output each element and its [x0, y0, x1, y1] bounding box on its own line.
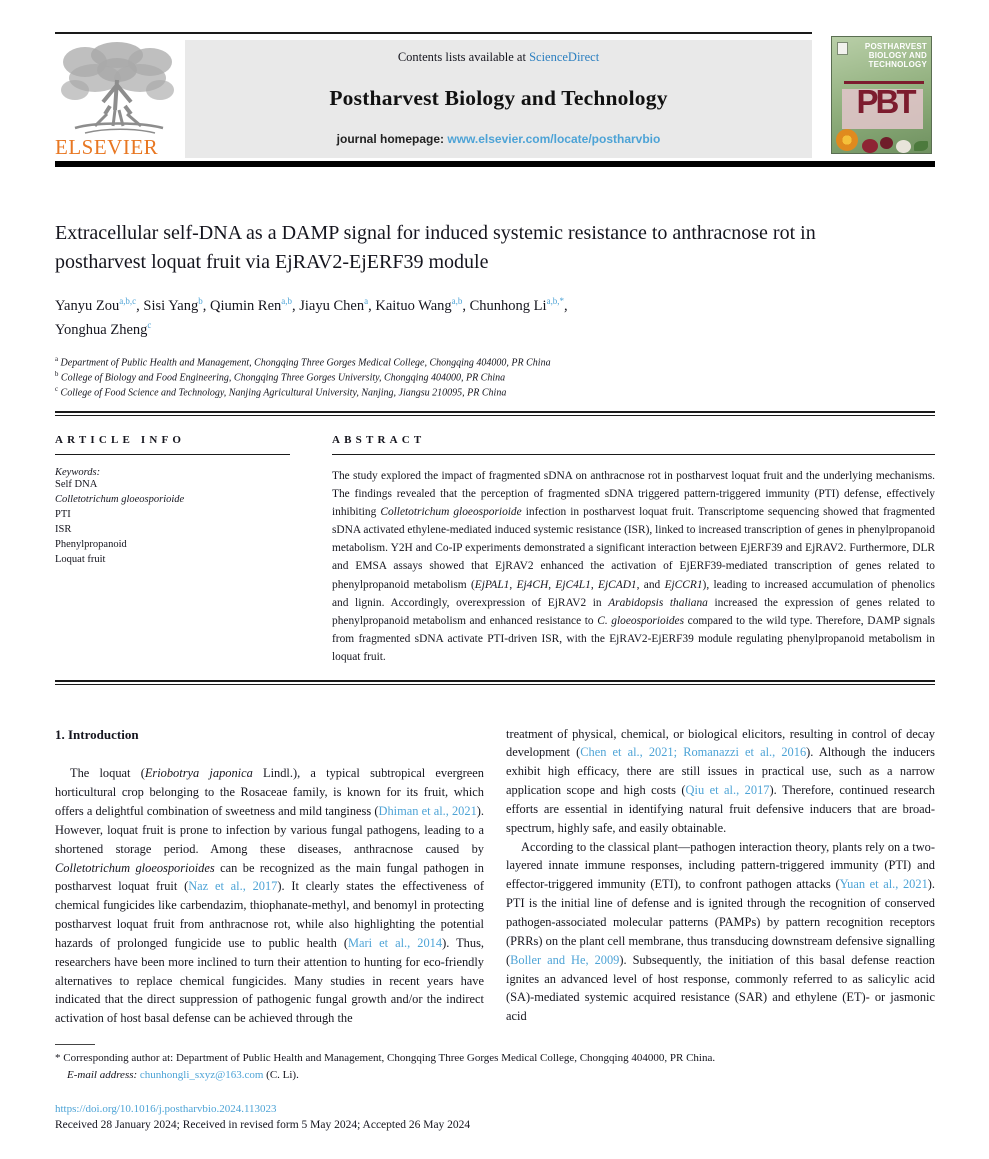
text-segment: , and — [636, 578, 665, 591]
text-segment: ). However, loquat fruit is prone to infection by various fungal pathogens, leading to a shortened storage period. Among these diseases, anthracnose caused by — [55, 804, 485, 856]
text-segment: ISR — [55, 524, 72, 536]
abstract-rule — [332, 454, 935, 455]
text-segment: The loquat ( — [70, 766, 145, 781]
received-dates-line: Received 28 January 2024; Received in revised form 5 May 2024; Accepted 26 May 2024 — [55, 1119, 471, 1132]
author-affiliation-superscript: a,b,* — [546, 296, 565, 306]
text-segment: (C. Li). — [263, 1068, 299, 1081]
author-affiliation-superscript: c — [147, 320, 152, 331]
article-title: Extracellular self-DNA as a DAMP signal for induced systemic resistance to anthracnose rot in postharvest loquat fruit via EjRAV2-EjERF39 module — [55, 222, 816, 273]
introduction-section — [55, 725, 935, 1029]
journal-banner — [185, 40, 812, 158]
abstract-heading: ABSTRACT — [332, 434, 426, 447]
article-info-column — [55, 434, 290, 665]
keyword-item — [55, 553, 290, 568]
keyword-item — [55, 493, 290, 508]
italic-text: Ej4CH — [516, 578, 549, 591]
text-segment: , — [509, 578, 517, 591]
italic-text: College of Food Science and Technology, Nanjing Agricultural University, Nanjing, Jiangsu 210095, PR China — [58, 387, 507, 399]
italic-text: Arabidopsis thaliana — [608, 596, 708, 609]
homepage-url-link[interactable]: www.elsevier.com/locate/postharvbio — [447, 132, 661, 146]
intro-paragraph-2 — [506, 725, 935, 838]
text-segment: ). PTI is the initial line of defense and is ignited through the recognition of conserved pathogen-associated molecular patterns (PAMPs) by pattern recognition receptors (PRRs) on the plant cell membrane, thus transducing downstream defensive signalling ( — [506, 877, 936, 967]
text-segment: Loquat fruit — [55, 553, 106, 565]
intro-heading: 1. Introduction — [55, 726, 139, 742]
info-abstract-section — [55, 434, 935, 665]
text-segment: ). Although the inducers exhibit high efficacy, there are still issues in practical use, such as a narrow application scope and high costs ( — [506, 745, 935, 798]
text-segment: ). Thus, researchers have been more inclined to turn their attention to hunting for eco-friendly alternatives to replace chemical fungicides. Many studies in recent years have indicated that the direct suppression of pathogenic fungal growth and/or the indirect activation of host basal defense can be achieved through the — [55, 935, 484, 1026]
text-segment: , Sisi Yang — [136, 297, 199, 314]
author-affiliation-superscript: a — [364, 296, 369, 306]
leaf-icon — [914, 141, 928, 151]
keywords-list — [55, 478, 290, 567]
text-segment: increased the expression of genes related to phenylpropanoid metabolism and enhanced resistance to — [332, 596, 935, 627]
text-segment: compared to the wild type. Therefore, DAMP signals from fragmented sDNA activate PTI-driven ISR, with the EjRAV2-EjERF39 module regulating phenylpropanoid metabolism in loquat fruit. — [332, 614, 935, 663]
keyword-item — [55, 538, 290, 553]
text-segment: ). Subsequently, the initiation of this basal defense reaction ignites an advanced level of host response, commonly referred to as salicylic acid (SA)-mediated systemic acquired resistance (SAR) and ethylene (ET)- or jasmonic acid — [506, 952, 935, 1024]
inline-link[interactable]: Naz et al., 2017 — [188, 879, 278, 894]
inline-link[interactable]: Chen et al., 2021; Romanazzi et al., 2016 — [580, 745, 807, 760]
garlic-icon — [896, 140, 911, 153]
keyword-item — [55, 478, 290, 493]
article-info-heading: ARTICLE INFO — [55, 434, 186, 447]
text-segment: , Chunhong Li — [462, 297, 547, 314]
italic-text: EjC4L1 — [555, 578, 591, 591]
text-segment: infection in postharvest loquat fruit. Transcriptome sequencing showed that fragmented sDNA activated ethylene-mediated induced systemic resistance (ISR), linked to increased transcription of genes in phenylpropanoid metabolism. Y2H and Co-IP experiments demonstrated a significant interaction between EjERF39 and EjRAV2. Furthermore, DLR and EMSA assays showed that EjRAV2 enhanced the activation of EjERF39-mediated transcription of genes related to phenylpropanoid metabolism ( — [332, 506, 935, 591]
info-bottom-rule — [55, 680, 935, 685]
italic-text: E-mail address: — [67, 1068, 138, 1081]
italic-text: C. gloeosporioides — [597, 614, 685, 627]
italic-text: Colletotrichum gloeosporioide — [380, 506, 522, 519]
beet-icon — [880, 137, 893, 149]
italic-text: EjCCR1 — [664, 578, 703, 591]
page-content — [0, 32, 989, 1131]
cover-initials: PBT — [856, 83, 914, 120]
text-segment: Self DNA — [55, 479, 98, 491]
affiliation-marker: b — [55, 371, 59, 379]
abstract-body — [332, 467, 935, 665]
elsevier-tree-icon — [55, 40, 181, 136]
cover-title: POSTHARVEST BIOLOGY AND TECHNOLOGY — [864, 42, 927, 70]
text-segment: PTI — [55, 509, 71, 521]
keyword-item — [55, 523, 290, 538]
affiliation-line — [55, 385, 935, 400]
italic-text: EjPAL1 — [474, 578, 510, 591]
doi-link[interactable]: https://doi.org/10.1016/j.postharvbio.2024.113023 — [55, 1103, 277, 1116]
info-top-rule — [55, 411, 935, 416]
text-segment: , — [548, 578, 556, 591]
italic-text: EjCAD1 — [598, 578, 637, 591]
text-segment: According to the classical plant—pathogen interaction theory, plants rely on a two-layered innate immune responses, including pattern-triggered immunity (PTI) and effector-triggered immunity (ETI), to confront pathogen attacks ( — [506, 839, 935, 892]
intro-left-column — [55, 725, 484, 1029]
text-segment: , — [564, 297, 568, 314]
text-segment: , Jiayu Chen — [292, 297, 365, 314]
contents-prefix: Contents lists available at — [397, 50, 530, 64]
text-segment: treatment of physical, chemical, or biological elicitors, resulting in control of decay development ( — [506, 726, 935, 760]
orange-flower-icon — [836, 129, 858, 151]
cover-elsevier-logo-box — [837, 42, 848, 55]
header-top-rule — [55, 32, 812, 34]
italic-text: College of Biology and Food Engineering, Chongqing Three Gorges University, Chongqing 404000, PR China — [58, 372, 506, 384]
inline-link[interactable]: Qiu et al., 2017 — [685, 783, 770, 798]
email-line — [55, 1067, 935, 1084]
keyword-item — [55, 508, 290, 523]
elsevier-logo — [55, 40, 185, 158]
article-info-rule — [55, 454, 290, 455]
italic-text: Colletotrichum gloeosporioides — [55, 860, 215, 875]
keywords-label: Keywords: — [55, 467, 101, 479]
intro-paragraph-1 — [55, 764, 484, 1028]
affiliation-marker: c — [55, 386, 59, 394]
radish-icon — [862, 139, 878, 153]
inline-link[interactable]: Dhiman et al., 2021 — [378, 804, 477, 819]
affiliation-line — [55, 355, 935, 370]
italic-text: Department of Public Health and Management, Chongqing Three Gorges Medical College, Chongqing 404000, PR China — [58, 357, 551, 369]
homepage-label: journal homepage: — [336, 132, 448, 146]
inline-link[interactable]: chunhongli_sxyz@163.com — [139, 1068, 264, 1081]
text-segment: , Qiumin Ren — [202, 297, 282, 314]
author-affiliation-superscript: a,b — [451, 296, 463, 306]
affiliations — [55, 355, 935, 400]
intro-paragraph-3 — [506, 838, 935, 1026]
corresponding-author-line — [55, 1050, 935, 1067]
text-segment: ). It clearly states the effectiveness of chemical fungicides like carbendazim, thiophanate-methyl, and benomyl in protecting postharvest loquat fruit from anthracnose rot, while also highlighting the potential hazards of prolonged fungicide use to public health ( — [55, 879, 484, 950]
inline-link[interactable]: Mari et al., 2014 — [348, 935, 443, 950]
intro-right-column — [506, 725, 935, 1029]
journal-title: Postharvest Biology and Technology — [329, 86, 668, 110]
journal-cover-thumbnail — [831, 36, 932, 154]
cover-produce-art — [832, 125, 931, 153]
text-segment: , Kaituo Wang — [368, 297, 452, 314]
abstract-column — [332, 434, 935, 665]
author-affiliation-superscript: a,b,c — [119, 296, 137, 306]
contents-line — [195, 50, 802, 65]
italic-text: Eriobotrya japonica — [144, 766, 253, 781]
footnote-rule — [55, 1044, 95, 1045]
text-segment: ), leading to increased accumulation of phenolics and lignin. Accordingly, overexpression of EjRAV2 in — [332, 578, 935, 609]
text-segment: Lindl.), a typical subtropical evergreen horticultural crop belonging to the Rosaceae family, is known for its fruit, which offers a delightful combination of sweetness and mild tanginess ( — [55, 766, 484, 819]
inline-link[interactable]: Boller and He, 2009 — [510, 952, 620, 967]
authors-line — [55, 294, 935, 342]
text-segment: * Corresponding author at: Department of Public Health and Management, Chongqing Three Gorges Medical College, Chongqing 404000, PR China. — [55, 1052, 716, 1065]
text-segment: Phenylpropanoid — [55, 539, 127, 551]
affiliation-line — [55, 370, 935, 385]
homepage-line — [195, 132, 802, 146]
text-segment: , — [590, 578, 599, 591]
author-affiliation-superscript: a,b — [281, 296, 293, 306]
text-segment: can be recognized as the main fungal pathogen in postharvest loquat fruit ( — [55, 860, 484, 894]
sciencedirect-link[interactable]: ScienceDirect — [529, 50, 600, 64]
text-segment: Yanyu Zou — [55, 297, 120, 314]
inline-link[interactable]: Yuan et al., 2021 — [839, 877, 928, 892]
text-segment: The study explored the impact of fragmented sDNA on anthracnose rot in postharvest loquat fruit and the underlying mechanisms. The findings revealed that the perception of fragmented sDNA triggered pattern-triggered immunity (PTI) defense, effectively inhibiting — [332, 470, 935, 519]
text-segment: Yonghua Zheng — [55, 321, 148, 338]
text-segment: ). Therefore, continued research efforts are essential in identifying natural fruit defensive inducers that are broad-spectrum, highly safe, and easily obtainable. — [506, 783, 936, 835]
header-divider-bar — [55, 161, 935, 167]
author-affiliation-superscript: b — [198, 296, 203, 306]
italic-text: Colletotrichum gloeosporioide — [55, 494, 185, 506]
elsevier-wordmark: ELSEVIER — [55, 135, 159, 159]
corresponding-author-note — [55, 1050, 935, 1083]
journal-header — [55, 40, 935, 158]
affiliation-marker: a — [55, 356, 59, 364]
